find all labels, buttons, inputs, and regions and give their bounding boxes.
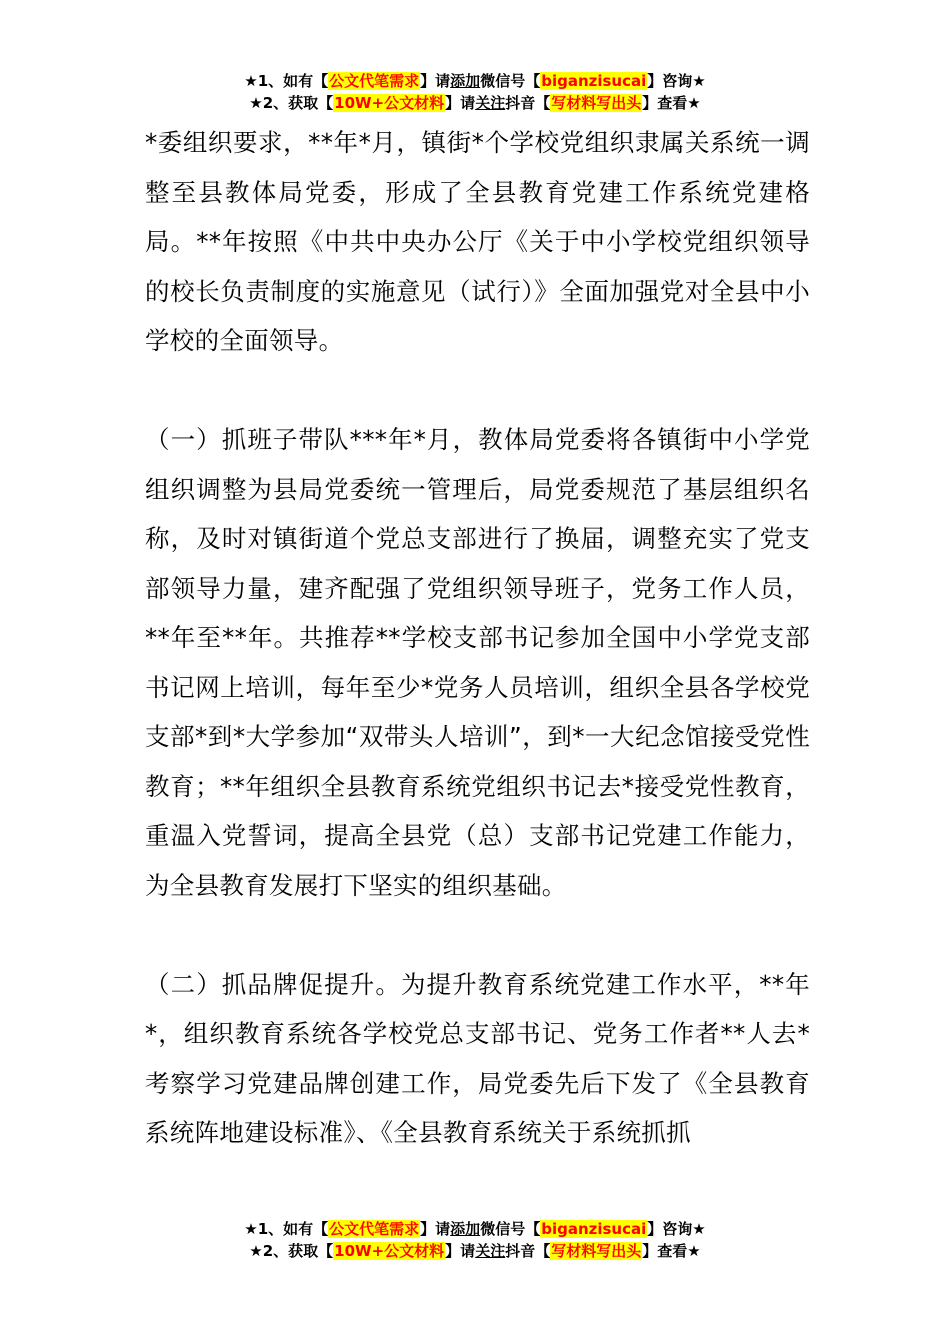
promo-text: 】查看	[642, 1242, 688, 1260]
promo-emphasis: 关注	[475, 1242, 506, 1260]
document-body	[145, 118, 810, 1158]
star-icon: ★	[249, 94, 263, 112]
promo-emphasis: 添加	[450, 1220, 481, 1238]
promo-emphasis: 关注	[475, 94, 506, 112]
promo-highlight: 10W+公文材料	[334, 1242, 445, 1260]
promo-text: 】请	[420, 72, 451, 90]
promo-text: 抖音【	[505, 94, 551, 112]
body-paragraph-2: （一）抓班子带队***年*月，教体局党委将各镇街中小学党组织调整为县局党委统一管理后，局党委规范了基层组织名称，及时对镇街道个党总支部进行了换届，调整充实了党支部领导力量，建齐配强了党组织领导班子，党务工作人员，**年至**年。共推荐**学校支部书记参加全国中小学党支部书记网上培训，每年至少*党务人员培训，组织全县各学校党支部*到*大学参加“双带头人培训”，到*一大纪念馆接受党性教育；**年组织全县教育系统党组织书记去*接受党性教育，重温入党誓词，提高全县党（总）支部书记党建工作能力，为全县教育发展打下坚实的组织基础。	[145, 425, 810, 900]
promo-text: 】咨询	[647, 72, 693, 90]
promo-highlight: 公文代笔需求	[329, 72, 420, 90]
body-paragraph-3: （二）抓品牌促提升。为提升教育系统党建工作水平，**年*，组织教育系统各学校党总支部书记、党务工作者**人去*考察学习党建品牌创建工作，局党委先后下发了《全县教育系统阵地建设标准》、《全县教育系统关于系统抓抓	[145, 969, 810, 1147]
star-icon: ★	[244, 72, 258, 90]
promo-text: 1、如有【	[257, 72, 329, 90]
promo-banner-top	[0, 70, 950, 114]
promo-highlight-wechat: biganzisucai	[541, 72, 647, 90]
promo-highlight-douyin: 写材料写出头	[551, 1242, 642, 1260]
promo-text: 】请	[445, 94, 476, 112]
promo-text: 微信号【	[480, 1220, 541, 1238]
promo-text: 】请	[445, 1242, 476, 1260]
promo-text: 1、如有【	[257, 1220, 329, 1238]
promo-text: 微信号【	[480, 72, 541, 90]
promo-line-2	[0, 92, 950, 114]
promo-line-1	[0, 70, 950, 92]
promo-text: 】咨询	[647, 1220, 693, 1238]
star-icon: ★	[249, 1242, 263, 1260]
promo-line-2	[0, 1240, 950, 1262]
promo-highlight: 公文代笔需求	[329, 1220, 420, 1238]
promo-highlight-douyin: 写材料写出头	[551, 94, 642, 112]
promo-highlight-wechat: biganzisucai	[541, 1220, 647, 1238]
promo-text: 2、获取【	[262, 1242, 334, 1260]
body-paragraph-1: *委组织要求，**年*月，镇街*个学校党组织隶属关系统一调整至县教体局党委，形成了全县教育党建工作系统党建格局。**年按照《中共中央办公厅《关于中小学校党组织领导的校长负责制度的实施意见（试行）》全面加强党对全县中小学校的全面领导。	[145, 128, 810, 355]
promo-text: 】查看	[642, 94, 688, 112]
star-icon: ★	[687, 94, 701, 112]
promo-highlight: 10W+公文材料	[334, 94, 445, 112]
promo-text: 】请	[420, 1220, 451, 1238]
promo-banner-bottom	[0, 1218, 950, 1262]
star-icon: ★	[692, 72, 706, 90]
star-icon: ★	[692, 1220, 706, 1238]
promo-emphasis: 添加	[450, 72, 481, 90]
promo-text: 2、获取【	[262, 94, 334, 112]
star-icon: ★	[244, 1220, 258, 1238]
star-icon: ★	[687, 1242, 701, 1260]
promo-text: 抖音【	[505, 1242, 551, 1260]
promo-line-1	[0, 1218, 950, 1240]
